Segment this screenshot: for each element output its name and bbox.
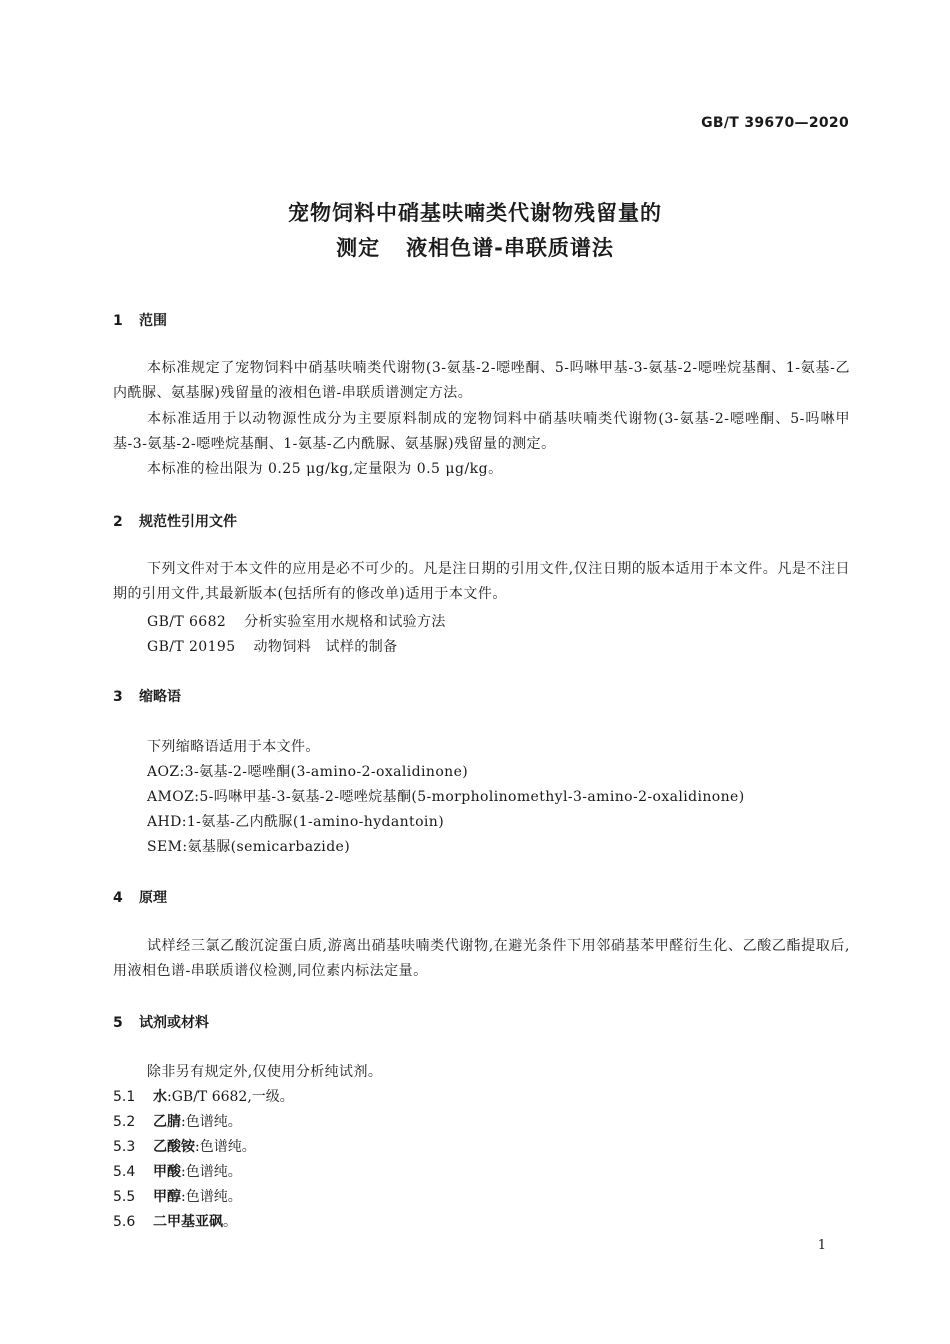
reagent-item bbox=[113, 1136, 256, 1156]
item-name: 水 bbox=[153, 1089, 167, 1105]
item-description: :色谱纯。 bbox=[181, 1164, 242, 1180]
standard-number: GB/T 39670—2020 bbox=[701, 115, 849, 131]
abbreviation-item: AMOZ:5-吗啉甲基-3-氨基-2-噁唑烷基酮(5-morpholinomethyl-3-amino-2-oxalidinone) bbox=[147, 789, 745, 805]
section-4-heading bbox=[113, 887, 167, 907]
section-number: 1 bbox=[113, 313, 123, 329]
title-line-2a: 测定 bbox=[336, 236, 381, 260]
item-description: :GB/T 6682,一级。 bbox=[167, 1089, 294, 1105]
scope-paragraph-1: 本标准规定了宠物饲料中硝基呋喃类代谢物(3-氨基-2-噁唑酮、5-吗啉甲基-3-氨基-2-噁唑烷基酮、1-氨基-乙内酰脲、氨基脲)残留量的液相色谱-串联质谱测定方法。 bbox=[113, 360, 850, 401]
principle-paragraph: 试样经三氯乙酸沉淀蛋白质,游离出硝基呋喃类代谢物,在避光条件下用邻硝基苯甲醛衍生化、乙酸乙酯提取后,用液相色谱-串联质谱仪检测,同位素内标法定量。 bbox=[113, 938, 850, 979]
reference-item bbox=[147, 611, 446, 631]
reagent-item bbox=[113, 1211, 237, 1231]
item-description: :色谱纯。 bbox=[195, 1139, 256, 1155]
reference-code: GB/T 6682 bbox=[147, 614, 227, 630]
abbreviation-item: SEM:氨基脲(semicarbazide) bbox=[147, 839, 351, 855]
item-description: :色谱纯。 bbox=[181, 1114, 242, 1130]
references-paragraph: 下列文件对于本文件的应用是必不可少的。凡是注日期的引用文件,仅注日期的版本适用于本文件。凡是不注日期的引用文件,其最新版本(包括所有的修改单)适用于本文件。 bbox=[113, 561, 850, 602]
title-line-2b: 液相色谱-串联质谱法 bbox=[406, 236, 614, 260]
item-name: 乙腈 bbox=[153, 1114, 181, 1130]
title-line-1: 宠物饲料中硝基呋喃类代谢物残留量的 bbox=[288, 201, 662, 225]
section-title: 原理 bbox=[139, 890, 167, 906]
item-name: 甲酸 bbox=[153, 1164, 181, 1180]
abbreviation-item: AHD:1-氨基-乙内酰脲(1-amino-hydantoin) bbox=[147, 814, 445, 830]
section-title: 试剂或材料 bbox=[139, 1015, 209, 1031]
title-line-2 bbox=[0, 231, 950, 266]
reference-code: GB/T 20195 bbox=[147, 639, 236, 655]
item-number: 5.5 bbox=[113, 1189, 136, 1205]
item-name: 甲醇 bbox=[153, 1189, 181, 1205]
item-description: 。 bbox=[223, 1214, 237, 1230]
item-description: :色谱纯。 bbox=[181, 1189, 242, 1205]
item-number: 5.2 bbox=[113, 1114, 136, 1130]
reference-item bbox=[147, 636, 398, 656]
reagent-item bbox=[113, 1111, 242, 1131]
section-title: 缩略语 bbox=[139, 689, 181, 705]
section-number: 4 bbox=[113, 890, 123, 906]
reference-title: 分析实验室用水规格和试验方法 bbox=[244, 614, 446, 630]
section-title: 规范性引用文件 bbox=[139, 514, 237, 530]
section-title: 范围 bbox=[139, 313, 167, 329]
section-2-heading bbox=[113, 511, 237, 531]
item-number: 5.3 bbox=[113, 1139, 136, 1155]
section-number: 3 bbox=[113, 689, 123, 705]
section-number: 2 bbox=[113, 514, 123, 530]
item-name: 二甲基亚砜 bbox=[153, 1214, 223, 1230]
page-number: 1 bbox=[817, 1238, 826, 1253]
reagents-intro: 除非另有规定外,仅使用分析纯试剂。 bbox=[147, 1064, 383, 1080]
abbreviations-intro: 下列缩略语适用于本文件。 bbox=[147, 739, 320, 755]
section-number: 5 bbox=[113, 1015, 123, 1031]
scope-paragraph-3: 本标准的检出限为 0.25 μg/kg,定量限为 0.5 μg/kg。 bbox=[147, 461, 503, 477]
item-name: 乙酸铵 bbox=[153, 1139, 195, 1155]
reagent-item bbox=[113, 1086, 294, 1106]
section-3-heading bbox=[113, 686, 181, 706]
scope-paragraph-2: 本标准适用于以动物源性成分为主要原料制成的宠物饲料中硝基呋喃类代谢物(3-氨基-2-噁唑酮、5-吗啉甲基-3-氨基-2-噁唑烷基酮、1-氨基-乙内酰脲、氨基脲)残留量的测定。 bbox=[113, 411, 850, 452]
reagent-item bbox=[113, 1186, 242, 1206]
section-5-heading bbox=[113, 1012, 209, 1032]
reagent-item bbox=[113, 1161, 242, 1181]
item-number: 5.6 bbox=[113, 1214, 136, 1230]
reference-title: 动物饲料 试样的制备 bbox=[253, 639, 398, 655]
document-title bbox=[0, 196, 950, 266]
item-number: 5.1 bbox=[113, 1089, 136, 1105]
section-1-heading bbox=[113, 310, 167, 330]
abbreviation-item: AOZ:3-氨基-2-噁唑酮(3-amino-2-oxalidinone) bbox=[147, 764, 469, 780]
item-number: 5.4 bbox=[113, 1164, 136, 1180]
